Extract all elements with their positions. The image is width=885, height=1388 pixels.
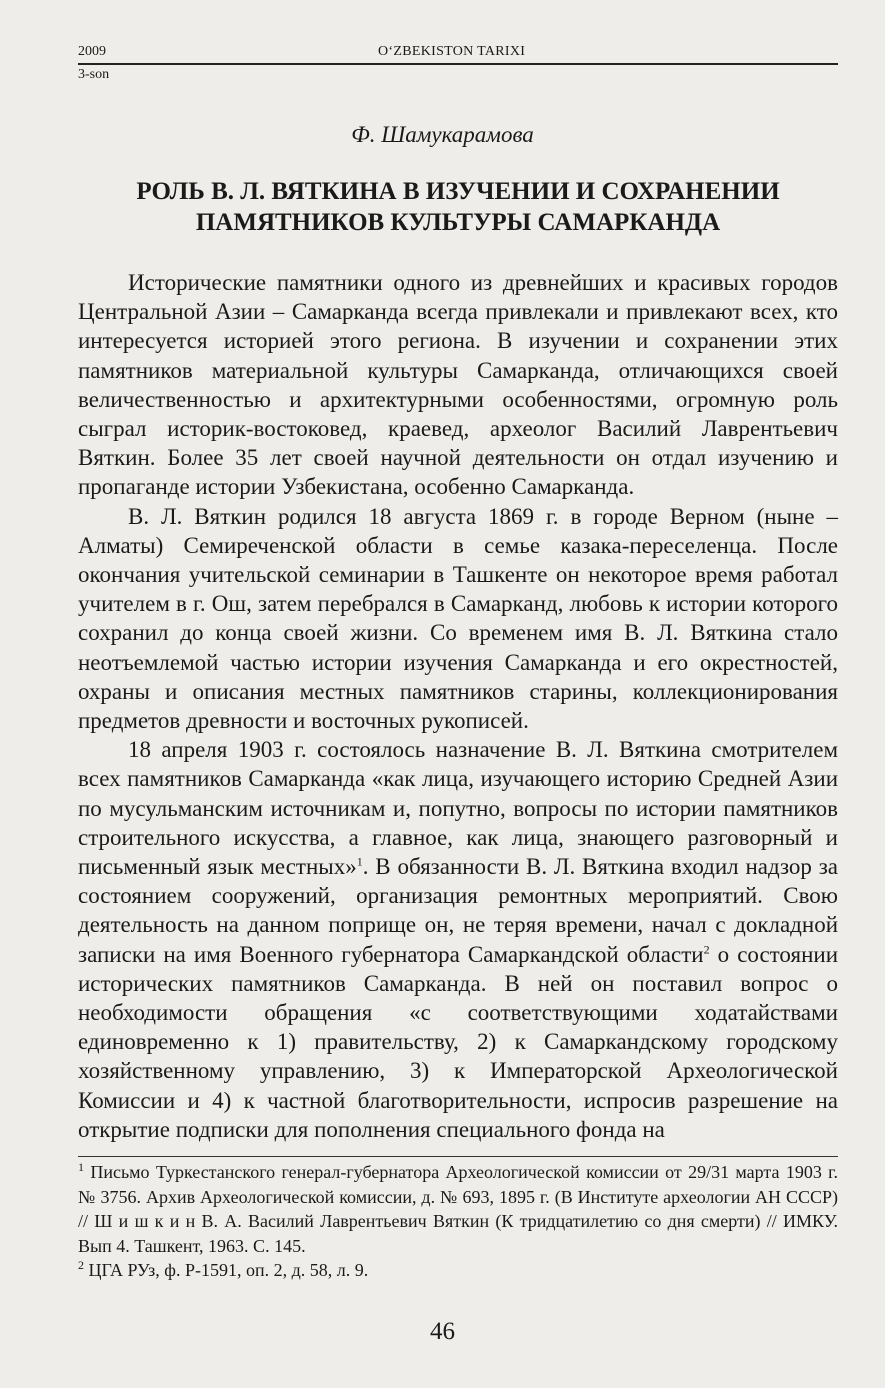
article-title-line-1: РОЛЬ В. Л. ВЯТКИНА В ИЗУЧЕНИИ И СОХРАНЕНИИ [136, 178, 780, 205]
article-title-line-2: ПАМЯТНИКОВ КУЛЬТУРЫ САМАРКАНДА [195, 209, 721, 236]
footnote-separator [78, 1156, 838, 1157]
article-author: Ф. Шамукарамова [351, 122, 534, 147]
header-year: 2009 [78, 44, 106, 59]
header-journal-title: O‘ZBEKISTON TARIXI [378, 44, 526, 59]
footnotes [78, 1160, 838, 1283]
page-number: 46 [430, 1318, 455, 1345]
header-rule [78, 63, 838, 65]
paragraph-3-text-b: . В обязанности В. Л. Вяткина входил надзор за состоянием сооружений, организация ремонтных мероприятий. Свою деятельность на данном поприще он, не теряя времени, начал с докладной записки на имя Военного губернатора Самаркандской области [78, 854, 839, 967]
running-head [78, 44, 838, 82]
footnote-2 [78, 1258, 838, 1283]
paragraph-3 [78, 735, 838, 1144]
footnote-2-text: ЦГА РУз, ф. Р-1591, оп. 2, д. 58, л. 9. [84, 1260, 369, 1280]
paragraph-2: В. Л. Вяткин родился 18 августа 1869 г. в городе Верном (ныне – Алматы) Семиреченской области в семье казака-переселенца. После окончания учительской семинарии в Ташкенте он некоторое время работал учителем в г. Ош, затем перебрался в Самарканд, любовь к истории которого сохранил до конца своей жизни. Со временем имя В. Л. Вяткина стало неотъемлемой частью истории изучения Самарканда и его окрестностей, охраны и описания местных памятников старины, коллекционирования предметов древности и восточных рукописей. [78, 503, 838, 734]
footnote-ref-1: 1 [356, 854, 363, 869]
footnote-ref-2: 2 [703, 942, 710, 957]
article-body [78, 268, 838, 1144]
footnote-1 [78, 1160, 838, 1258]
header-issue: 3-son [78, 67, 110, 82]
paragraph-1: Исторические памятники одного из древнейших и красивых городов Центральной Азии – Самарканда всегда привлекали и привлекают всех, кто интересуется историей этого региона. В изучении и сохранении этих памятников материальной культуры Самарканда, отличающихся своей величественностью и архитектурными особенностями, огромную роль сыграл историк-востоковед, краевед, археолог Василий Лаврентьевич Вяткин. Более 35 лет своей научной деятельности он отдал изучению и пропаганде истории Узбекистана, особенно Самарканда. [78, 270, 838, 500]
footnote-1-mark: 1 [78, 1160, 84, 1174]
paragraph-3-text-a: 18 апреля 1903 г. состоялось назначение В. Л. Вяткина смотрителем всех памятников Самарканда «как лица, изучающего историю Средней Азии по мусульманским источникам и, попутно, вопросы по истории памятников строительного искусства, а главное, как лица, знающего разговорный и письменный язык местных» [78, 737, 838, 880]
footnote-2-mark: 2 [78, 1258, 84, 1272]
article-title [78, 176, 838, 238]
footnote-1-text: Письмо Туркестанского генерал-губернатора Археологической комиссии от 29/31 марта 1903 г. № 3756. Архив Археологической комиссии, д. № 693, 1895 г. (В Институте археологии АН СССР) // Ш и ш к и н В. А. Василий Лаврентьевич Вяткин (К тридцатилетию со дня смерти) // ИМКУ. Вып 4. Ташкент, 1963. С. 145. [78, 1162, 838, 1256]
paragraph-3-text-c: о состоянии исторических памятников Самарканда. В ней он поставил вопрос о необходимости обращения «с соответствующими ходатайствами единовременно к 1) правительству, 2) к Самаркандскому городскому хозяйственному управлению, 3) к Императорской Археологической Комиссии и 4) к частной благотворительности, испросив разрешение на открытие подписки для пополнения специального фонда на [78, 941, 838, 1142]
